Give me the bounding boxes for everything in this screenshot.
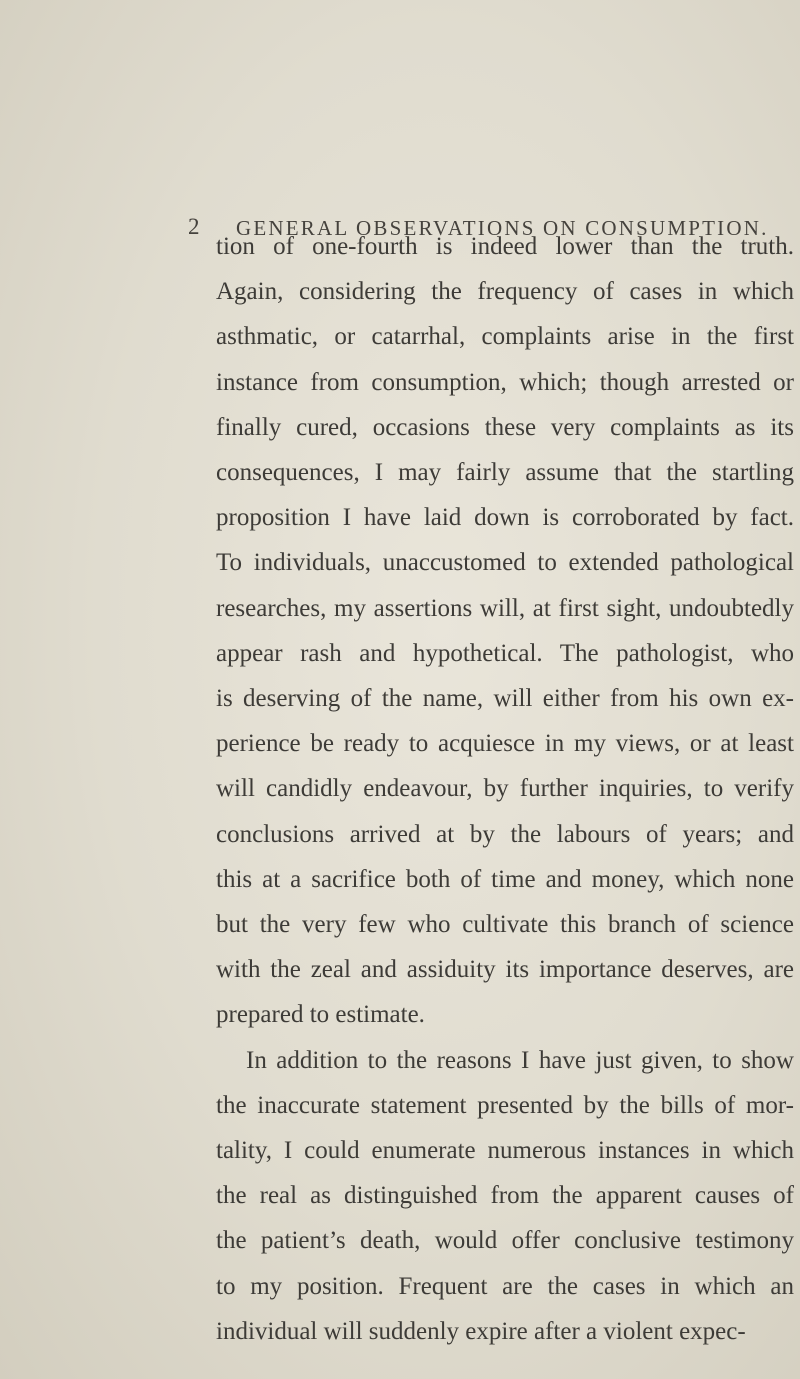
text-line: appear rash and hypothetical. The pathologist, who xyxy=(216,640,794,667)
text-line: To individuals, unaccustomed to extended pathological xyxy=(216,549,794,576)
text-line: the inaccurate statement presented by the bills of mor- xyxy=(216,1092,794,1119)
text-line: finally cured, occasions these very complaints as its xyxy=(216,414,794,441)
text-line: individual will suddenly expire after a violent expec- xyxy=(216,1318,746,1345)
paragraph-end-line: prepared to estimate. xyxy=(216,1001,425,1028)
text-line: conclusions arrived at by the labours of years; and xyxy=(216,821,794,848)
text-line: proposition I have laid down is corroborated by fact. xyxy=(216,504,794,531)
text-line: but the very few who cultivate this branch of science xyxy=(216,911,794,938)
text-line: consequences, I may fairly assume that the startling xyxy=(216,459,794,486)
text-line: will candidly endeavour, by further inquiries, to verify xyxy=(216,775,794,802)
text-line: the real as distinguished from the apparent causes of xyxy=(216,1182,794,1209)
text-line: tality, I could enumerate numerous instances in which xyxy=(216,1137,794,1164)
text-line: instance from consumption, which; though arrested or xyxy=(216,369,794,396)
running-head: GENERAL OBSERVATIONS ON CONSUMPTION. xyxy=(236,216,769,240)
text-line: asthmatic, or catarrhal, complaints arise in the first xyxy=(216,323,794,350)
text-line: Again, considering the frequency of cases in which xyxy=(216,278,794,305)
page-number: 2 xyxy=(188,214,200,239)
text-line: researches, my assertions will, at first sight, undoubtedly xyxy=(216,595,794,622)
text-line: perience be ready to acquiesce in my views, or at least xyxy=(216,730,794,757)
text-line: to my position. Frequent are the cases in which an xyxy=(216,1273,794,1300)
text-line: this at a sacrifice both of time and money, which none xyxy=(216,866,794,893)
text-line: the patient’s death, would offer conclusive testimony xyxy=(216,1227,794,1254)
text-line: with the zeal and assiduity its importance deserves, are xyxy=(216,956,794,983)
text-line: is deserving of the name, will either from his own ex- xyxy=(216,685,794,712)
text-line: tion of one-fourth is indeed lower than the truth. xyxy=(216,233,794,260)
text-line: In addition to the reasons I have just given, to show xyxy=(246,1047,794,1074)
